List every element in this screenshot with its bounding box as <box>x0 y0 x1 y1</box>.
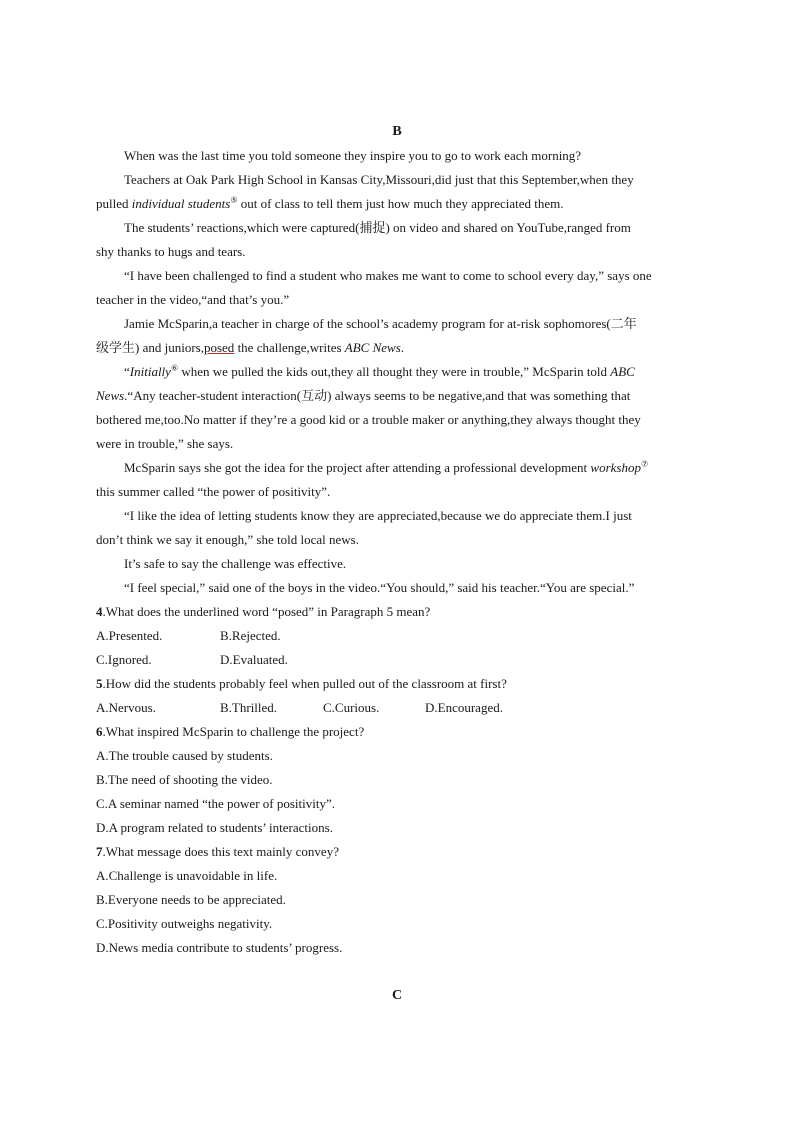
paragraph-6-line-2: News.“Any teacher-student interaction(互动) always seems to be negative,and that was something that <box>96 388 631 403</box>
q5-option-d: D.Encouraged. <box>425 700 503 715</box>
q6-option-a: A.The trouble caused by students. <box>96 748 273 763</box>
underlined-word: posed <box>203 340 235 355</box>
footnote-marker: ⑦ <box>640 459 649 469</box>
q5-option-c: C.Curious. <box>323 700 380 715</box>
paragraph-10: “I feel special,” said one of the boys in the video.“You should,” said his teacher.“You are special.” <box>124 580 635 595</box>
q6-option-c: C.A seminar named “the power of positivity”. <box>96 796 336 811</box>
paragraph-5-line-2: 级学生) and juniors,posed the challenge,writes ABC News. <box>96 340 405 355</box>
section-heading-b: B <box>392 124 402 139</box>
q5-option-a: A.Nervous. <box>96 700 156 715</box>
question-5: 5.How did the students probably feel when pulled out of the classroom at first? <box>96 676 507 691</box>
q7-option-a: A.Challenge is unavoidable in life. <box>96 868 278 883</box>
paragraph-2-line-1: Teachers at Oak Park High School in Kansas City,Missouri,did just that this September,when they <box>124 172 634 187</box>
q5-option-b: B.Thrilled. <box>220 700 278 715</box>
q4-option-c: C.Ignored. <box>96 652 152 667</box>
question-6: 6.What inspired McSparin to challenge the project? <box>96 724 365 739</box>
question-4: 4.What does the underlined word “posed” in Paragraph 5 mean? <box>96 604 431 619</box>
q4-option-b: B.Rejected. <box>220 628 281 643</box>
q4-option-d: D.Evaluated. <box>220 652 288 667</box>
q7-option-b: B.Everyone needs to be appreciated. <box>96 892 286 907</box>
paragraph-6-line-1: “Initially⑥ when we pulled the kids out,they all thought they were in trouble,” McSparin told ABC <box>124 363 635 379</box>
paragraph-3-line-1: The students’ reactions,which were captured(捕捉) on video and shared on YouTube,ranged from <box>124 220 631 235</box>
q7-option-d: D.News media contribute to students’ progress. <box>96 940 343 955</box>
paragraph-8-line-1: “I like the idea of letting students know they are appreciated,because we do appreciate them.I just <box>124 508 632 523</box>
paragraph-2-line-2: pulled individual students⑤ out of class to tell them just how much they appreciated them. <box>96 195 564 211</box>
q6-option-b: B.The need of shooting the video. <box>96 772 273 787</box>
paragraph-3-line-2: shy thanks to hugs and tears. <box>96 244 246 259</box>
paragraph-6-line-4: were in trouble,” she says. <box>96 436 234 451</box>
annotated-phrase: individual students <box>131 196 231 211</box>
paragraph-4-line-1: “I have been challenged to find a student who makes me want to come to school every day,” says one <box>124 268 652 283</box>
paragraph-4-line-2: teacher in the video,“and that’s you.” <box>96 292 290 307</box>
paragraph-1: When was the last time you told someone they inspire you to go to work each morning? <box>124 148 582 163</box>
section-heading-c: C <box>391 988 403 1003</box>
q7-option-c: C.Positivity outweighs negativity. <box>96 916 273 931</box>
question-7: 7.What message does this text mainly convey? <box>96 844 339 859</box>
paragraph-6-line-3: bothered me,too.No matter if they’re a good kid or a trouble maker or anything,they always thought they <box>96 412 641 427</box>
paragraph-7-line-1: McSparin says she got the idea for the project after attending a professional development workshop⑦ <box>124 459 649 475</box>
q6-option-d: D.A program related to students’ interactions. <box>96 820 333 835</box>
footnote-marker: ⑤ <box>230 195 238 205</box>
paragraph-8-line-2: don’t think we say it enough,” she told local news. <box>96 532 359 547</box>
paragraph-7-line-2: this summer called “the power of positivity”. <box>96 484 331 499</box>
paragraph-9: It’s safe to say the challenge was effective. <box>124 556 347 571</box>
paragraph-5-line-1: Jamie McSparin,a teacher in charge of the school’s academy program for at-risk sophomores(二年 <box>124 316 637 331</box>
q4-option-a: A.Presented. <box>96 628 163 643</box>
footnote-marker: ⑥ <box>170 363 179 373</box>
